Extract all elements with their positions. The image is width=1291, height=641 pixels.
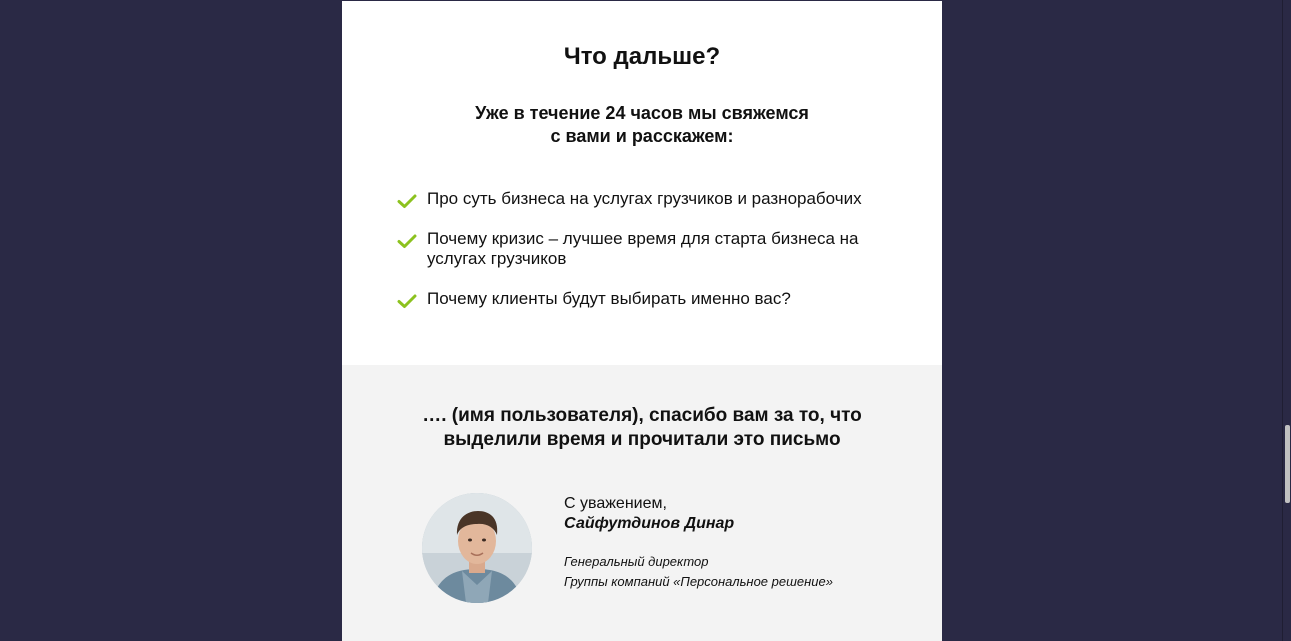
list-item [397,229,897,269]
section-subtitle [342,102,942,148]
email-card [342,0,942,641]
subtitle-line: с вами и расскажем: [550,126,734,146]
avatar [422,493,532,603]
list-item [397,289,897,309]
scrollbar[interactable] [1282,0,1291,641]
divider [342,0,942,1]
list-item-text: Про суть бизнеса на услугах грузчиков и разнорабочих [427,189,862,208]
signature-block [564,494,924,592]
section-title: Что дальше? [563,43,721,70]
list-item-text: Почему кризис – лучшее время для старта бизнеса на услугах грузчиков [427,229,859,268]
thanks-line: выделили время и прочитали это письмо [443,429,841,450]
signature-role-line: Группы компаний «Персональное решение» [564,574,833,589]
list-item [397,189,897,209]
thanks-line: …. (имя пользователя), спасибо вам за то, что [422,405,862,426]
list-item-text: Почему клиенты будут выбирать именно вас? [427,289,791,308]
signature-role [564,552,924,592]
thanks-message [342,404,942,452]
subtitle-line: Уже в течение 24 часов мы свяжемся [475,103,809,123]
signature-regards: С уважением, [564,495,667,512]
check-icon [397,193,417,209]
check-icon [397,293,417,309]
benefits-list [397,189,897,329]
scrollbar-thumb[interactable] [1285,425,1290,503]
check-icon [397,233,417,249]
portrait-image [422,493,532,603]
next-steps-section [342,0,942,365]
signature-role-line: Генеральный директор [564,554,709,569]
signature-name: Сайфутдинов Динар [564,515,735,532]
